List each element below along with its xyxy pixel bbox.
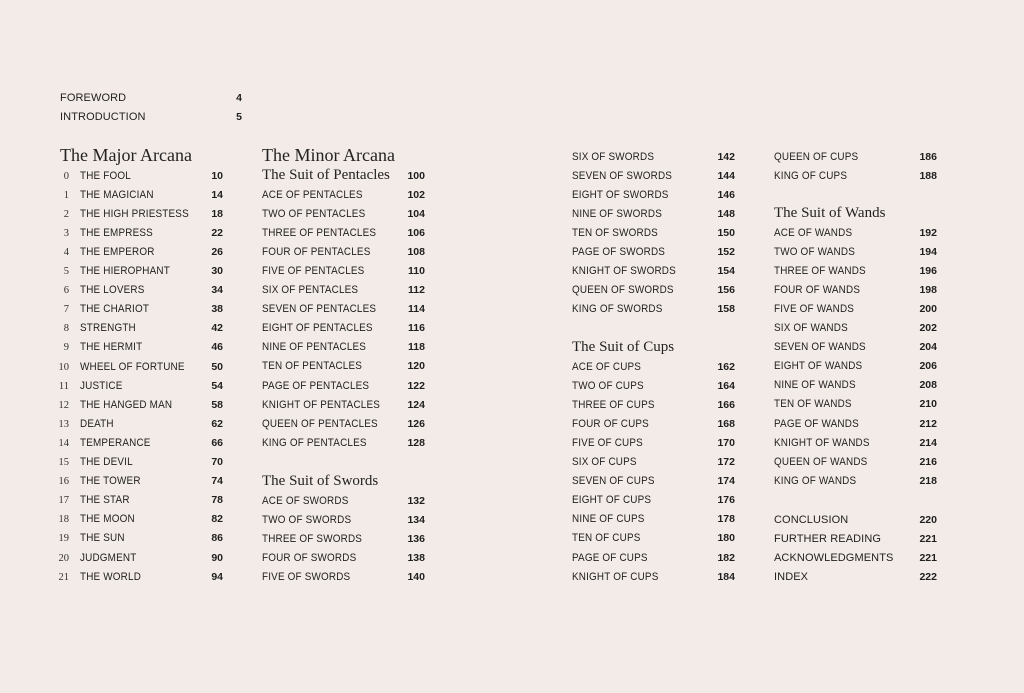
- entry-label: SEVEN OF CUPS: [572, 475, 655, 488]
- entry-number: 10: [58, 361, 69, 373]
- entry-page: 168: [717, 417, 735, 430]
- toc-entry: [572, 377, 735, 396]
- entry-page: 38: [211, 303, 223, 316]
- toc-entry: [572, 243, 735, 262]
- entry-number: 9: [63, 342, 69, 354]
- entry-label: INDEX: [774, 570, 809, 583]
- entry-label: JUDGMENT: [80, 551, 137, 564]
- entry-page: 114: [408, 303, 425, 316]
- entry-page: 140: [407, 570, 425, 583]
- entry-label: THE EMPRESS: [80, 226, 153, 239]
- entry-page: 182: [717, 551, 735, 564]
- entry-page: 104: [407, 207, 425, 220]
- entry-number: 3: [63, 227, 69, 239]
- entry-label: PAGE OF WANDS: [774, 417, 859, 430]
- entry-page: 22: [211, 226, 223, 239]
- entry-label: THE SUN: [80, 532, 125, 545]
- toc-entry: [262, 549, 425, 568]
- toc-entry: [60, 491, 223, 510]
- entry-number: 4: [63, 246, 69, 258]
- toc-entry: [60, 281, 223, 300]
- entry-label: PAGE OF CUPS: [572, 551, 648, 564]
- entry-page: 184: [717, 570, 735, 583]
- entry-label: THE LOVERS: [80, 284, 145, 297]
- entry-page: 10: [211, 169, 223, 182]
- entry-page: 132: [407, 494, 425, 507]
- entry-label: SIX OF SWORDS: [572, 150, 655, 163]
- entry-label: KING OF SWORDS: [572, 303, 663, 316]
- entry-label: TEN OF PENTACLES: [262, 360, 363, 373]
- entry-number: 12: [58, 399, 69, 411]
- toc-entry: [262, 357, 425, 376]
- entry-label: QUEEN OF WANDS: [774, 455, 868, 468]
- entry-page: 30: [211, 265, 223, 277]
- major-arcana-heading: The Major Arcana: [60, 145, 192, 165]
- entry-page: 124: [407, 398, 425, 411]
- entry-page: 192: [919, 226, 937, 239]
- entry-label: THREE OF PENTACLES: [262, 226, 377, 239]
- entry-number: 20: [58, 552, 69, 564]
- entry-page: 144: [717, 169, 735, 182]
- toc-entry: [572, 205, 735, 224]
- entry-label: EIGHT OF SWORDS: [572, 188, 669, 201]
- entry-page: 204: [919, 341, 937, 354]
- entry-page: 78: [211, 494, 223, 507]
- entry-label: DEATH: [80, 417, 114, 430]
- entry-page: 221: [919, 532, 937, 545]
- toc-entry: [60, 108, 242, 127]
- entry-page: 58: [211, 398, 223, 411]
- entry-page: 158: [717, 303, 735, 316]
- entry-label: TEN OF WANDS: [774, 398, 852, 411]
- entry-label: TWO OF SWORDS: [262, 513, 352, 526]
- toc-entry: [572, 529, 735, 548]
- toc-entry: [262, 186, 425, 205]
- entry-label: KNIGHT OF CUPS: [572, 570, 659, 583]
- entry-label: THE DEVIL: [80, 456, 133, 468]
- toc-entry: [262, 262, 425, 281]
- entry-page: 176: [717, 494, 735, 507]
- entry-label: NINE OF SWORDS: [572, 207, 662, 220]
- entry-page: 148: [717, 207, 735, 220]
- entry-number: 2: [63, 208, 69, 220]
- entry-label: ACE OF WANDS: [774, 226, 853, 239]
- entry-label: FURTHER READING: [774, 532, 882, 545]
- entry-number: 7: [63, 304, 69, 316]
- entry-label: NINE OF CUPS: [572, 513, 645, 526]
- entry-page: 128: [407, 436, 425, 449]
- entry-number: 19: [58, 533, 69, 545]
- entry-page: 162: [717, 360, 735, 373]
- entry-label: KING OF PENTACLES: [262, 436, 367, 449]
- entry-label: KNIGHT OF SWORDS: [572, 265, 676, 278]
- entry-page: 170: [717, 436, 735, 449]
- entry-label: THE HERMIT: [80, 341, 143, 354]
- entry-label: THREE OF SWORDS: [262, 532, 363, 545]
- entry-page: 5: [236, 110, 242, 123]
- entry-label: THE MOON: [80, 513, 135, 526]
- toc-entry: [60, 529, 223, 548]
- toc-entry: [60, 396, 223, 415]
- entry-label: TWO OF WANDS: [774, 245, 855, 258]
- entry-label: THREE OF CUPS: [572, 398, 655, 411]
- entry-page: 118: [408, 341, 425, 354]
- toc-entry: [572, 224, 735, 243]
- entry-page: 46: [211, 341, 223, 354]
- entry-page: 208: [919, 379, 937, 392]
- toc-entry: [60, 89, 242, 108]
- toc-entry: [262, 243, 425, 262]
- toc-entry: [262, 281, 425, 300]
- toc-entry: [60, 510, 223, 529]
- entry-page: 206: [919, 360, 937, 373]
- entry-label: THE TOWER: [80, 475, 141, 488]
- toc-entry: [262, 224, 425, 243]
- entry-label: ACE OF PENTACLES: [262, 188, 363, 201]
- toc-entry: [572, 262, 735, 281]
- toc-entry: [774, 376, 937, 395]
- entry-page: 110: [408, 264, 425, 277]
- toc-entry: [262, 396, 425, 415]
- entry-page: 34: [211, 284, 223, 297]
- entry-number: 0: [63, 170, 69, 182]
- entry-page: 82: [211, 513, 223, 526]
- toc-entry: [262, 434, 425, 453]
- entry-label: QUEEN OF PENTACLES: [262, 417, 378, 430]
- toc-entry: [572, 472, 735, 491]
- entry-page: 90: [211, 551, 223, 564]
- entry-label: THE HIEROPHANT: [80, 265, 170, 277]
- toc-entry: [774, 395, 937, 414]
- toc-entry: [60, 434, 223, 453]
- toc-entry: [60, 205, 223, 224]
- entry-number: 13: [58, 418, 69, 430]
- entry-label: SEVEN OF WANDS: [774, 341, 866, 354]
- toc-entry: [262, 300, 425, 319]
- entry-label: JUSTICE: [80, 379, 123, 392]
- entry-page: 136: [407, 532, 425, 545]
- toc-entry: [60, 224, 223, 243]
- toc-entry: [60, 415, 223, 434]
- entry-label: KNIGHT OF WANDS: [774, 436, 870, 449]
- suit-of-swords-heading: The Suit of Swords: [262, 472, 379, 489]
- entry-label: FIVE OF PENTACLES: [262, 264, 365, 277]
- entry-label: ACKNOWLEDGMENTS: [774, 551, 894, 564]
- entry-label: QUEEN OF CUPS: [774, 150, 859, 163]
- entry-page: 212: [919, 417, 937, 430]
- toc-entry: [572, 396, 735, 415]
- entry-label: EIGHT OF PENTACLES: [262, 322, 373, 335]
- toc-entry: [60, 167, 223, 186]
- entry-label: TEN OF SWORDS: [572, 226, 658, 239]
- entry-label: EIGHT OF WANDS: [774, 360, 863, 373]
- entry-label: NINE OF PENTACLES: [262, 341, 367, 354]
- entry-page: 106: [407, 226, 425, 239]
- entry-page: 26: [211, 245, 223, 258]
- toc-entry: [60, 186, 223, 205]
- toc-entry: [60, 338, 223, 357]
- entry-label: SEVEN OF SWORDS: [572, 169, 673, 182]
- entry-label: FIVE OF WANDS: [774, 302, 855, 315]
- entry-page: 54: [211, 379, 223, 392]
- entry-label: THE MAGICIAN: [80, 188, 154, 201]
- entry-label: SEVEN OF PENTACLES: [262, 303, 377, 316]
- entry-label: TEMPERANCE: [80, 436, 151, 449]
- entry-label: FOUR OF WANDS: [774, 283, 861, 296]
- entry-label: PAGE OF PENTACLES: [262, 379, 370, 392]
- entry-page: 150: [717, 226, 735, 239]
- toc-entry: [774, 415, 937, 434]
- entry-page: 112: [408, 284, 425, 296]
- entry-label: KNIGHT OF PENTACLES: [262, 398, 381, 411]
- entry-number: 17: [58, 495, 69, 507]
- entry-label: WHEEL OF FORTUNE: [80, 360, 185, 373]
- entry-label: CONCLUSION: [774, 513, 849, 526]
- toc-entry: [774, 568, 937, 587]
- entry-page: 221: [919, 551, 937, 564]
- toc-entry: [572, 186, 735, 205]
- entry-page: 172: [717, 456, 735, 468]
- entry-page: 122: [407, 379, 425, 392]
- entry-page: 216: [919, 455, 937, 468]
- entry-page: 210: [919, 398, 937, 411]
- toc-entry: [262, 377, 425, 396]
- entry-label: STRENGTH: [80, 322, 136, 335]
- entry-label: QUEEN OF SWORDS: [572, 284, 674, 297]
- toc-entry: [572, 549, 735, 568]
- toc-entry: [774, 224, 937, 243]
- entry-page: 164: [717, 379, 735, 392]
- toc-entry: [572, 434, 735, 453]
- entry-label: THE EMPEROR: [80, 245, 155, 258]
- entry-number: 18: [58, 514, 69, 526]
- entry-label: ACE OF SWORDS: [262, 494, 349, 507]
- toc-entry: [60, 358, 223, 377]
- entry-page: 214: [919, 436, 937, 449]
- entry-page: 222: [919, 570, 937, 583]
- entry-page: 138: [407, 551, 425, 564]
- toc-entry: [262, 511, 425, 530]
- toc-entry: [774, 167, 937, 186]
- entry-label: FOREWORD: [60, 91, 127, 104]
- entry-page: 120: [407, 360, 425, 373]
- toc-entry: [60, 319, 223, 338]
- toc-entry: [60, 472, 223, 491]
- toc-entry: [572, 510, 735, 529]
- entry-label: THE HANGED MAN: [80, 398, 173, 411]
- entry-page: 50: [211, 360, 223, 373]
- entry-page: 198: [919, 283, 937, 296]
- toc-entry: [572, 300, 735, 319]
- entry-page: 218: [919, 474, 937, 487]
- entry-page: 134: [407, 513, 425, 526]
- entry-number: 11: [58, 380, 69, 392]
- entry-label: FIVE OF CUPS: [572, 436, 643, 449]
- toc-entry: [262, 415, 425, 434]
- toc-entry: [60, 549, 223, 568]
- entry-page: 146: [717, 188, 735, 201]
- toc-entry: [774, 338, 937, 357]
- entry-page: 100: [407, 169, 425, 182]
- entry-label: NINE OF WANDS: [774, 379, 856, 392]
- toc-entry: [572, 491, 735, 510]
- entry-page: 200: [919, 302, 937, 315]
- toc-entry: [774, 281, 937, 300]
- toc-entry: [262, 530, 425, 549]
- entry-label: INTRODUCTION: [60, 110, 146, 123]
- entry-page: 142: [717, 150, 735, 163]
- entry-label: SIX OF WANDS: [774, 322, 848, 334]
- toc-entry: [572, 358, 735, 377]
- toc-entry: [60, 377, 223, 396]
- toc-entry: [262, 492, 425, 511]
- entry-label: SIX OF CUPS: [572, 456, 637, 468]
- toc-entry: [774, 549, 937, 568]
- toc-entry: [262, 338, 425, 357]
- toc-entry: [774, 357, 937, 376]
- toc-entry: [60, 262, 223, 281]
- entry-page: 180: [717, 532, 735, 545]
- entry-label: THE FOOL: [80, 169, 131, 182]
- suit-of-cups-heading: The Suit of Cups: [572, 338, 675, 355]
- entry-page: 94: [211, 570, 223, 583]
- entry-label: THE WORLD: [80, 570, 142, 583]
- toc-entry: [774, 243, 937, 262]
- entry-number: 21: [58, 571, 69, 583]
- entry-page: 194: [919, 245, 937, 258]
- entry-page: 86: [211, 532, 223, 545]
- toc-entry: [262, 568, 425, 587]
- entry-page: 152: [717, 246, 735, 258]
- entry-label: FIVE OF SWORDS: [262, 570, 351, 583]
- entry-page: 220: [919, 513, 937, 526]
- entry-label: FOUR OF PENTACLES: [262, 245, 371, 258]
- entry-label: THE STAR: [80, 494, 130, 507]
- entry-number: 15: [58, 457, 69, 468]
- entry-page: 4: [236, 91, 242, 104]
- toc-entry: [60, 243, 223, 262]
- entry-page: 188: [919, 169, 937, 182]
- toc-entry: [262, 205, 425, 224]
- toc-entry: [572, 167, 735, 186]
- entry-page: 202: [919, 322, 937, 334]
- entry-number: 8: [63, 323, 69, 335]
- toc-entry: [60, 453, 223, 472]
- toc-entry: [774, 434, 937, 453]
- toc-entry: [774, 148, 937, 167]
- suit-of-wands-heading: The Suit of Wands: [774, 204, 886, 221]
- entry-page: 174: [717, 475, 735, 488]
- entry-number: 5: [63, 266, 69, 277]
- minor-arcana-heading: The Minor Arcana: [262, 145, 395, 165]
- entry-label: THE HIGH PRIESTESS: [80, 207, 189, 220]
- entry-page: 186: [919, 150, 937, 163]
- entry-label: THREE OF WANDS: [774, 264, 866, 277]
- entry-label: TWO OF CUPS: [572, 379, 644, 392]
- entry-page: 166: [717, 398, 735, 411]
- entry-page: 156: [717, 284, 735, 297]
- entry-page: 14: [211, 188, 223, 201]
- entry-number: 16: [58, 476, 69, 488]
- toc-entry: [774, 453, 937, 472]
- suit-heading-row: [262, 167, 425, 186]
- entry-label: THE CHARIOT: [80, 303, 150, 316]
- toc-entry: [572, 148, 735, 167]
- entry-label: FOUR OF SWORDS: [262, 551, 357, 564]
- toc-entry: [572, 415, 735, 434]
- entry-label: KING OF WANDS: [774, 474, 857, 487]
- entry-label: ACE OF CUPS: [572, 360, 642, 373]
- toc-entry: [60, 300, 223, 319]
- entry-label: EIGHT OF CUPS: [572, 494, 652, 507]
- toc-entry: [774, 300, 937, 319]
- entry-label: SIX OF PENTACLES: [262, 284, 359, 296]
- entry-label: PAGE OF SWORDS: [572, 246, 666, 258]
- toc-entry: [262, 319, 425, 338]
- toc-entry: [774, 262, 937, 281]
- entry-page: 102: [407, 188, 425, 201]
- entry-page: 66: [211, 436, 223, 449]
- entry-page: 62: [211, 417, 223, 430]
- entry-number: 1: [63, 189, 69, 201]
- entry-page: 42: [211, 322, 223, 335]
- toc-entry: [774, 530, 937, 549]
- entry-label: TWO OF PENTACLES: [262, 207, 366, 220]
- entry-label: FOUR OF CUPS: [572, 417, 649, 430]
- toc-entry: [572, 453, 735, 472]
- entry-page: 116: [408, 322, 425, 335]
- toc-entry: [774, 472, 937, 491]
- entry-page: 178: [717, 513, 735, 526]
- entry-number: 6: [63, 285, 69, 297]
- entry-label: TEN OF CUPS: [572, 532, 641, 545]
- toc-entry: [572, 281, 735, 300]
- suit-of-pentacles-heading: The Suit of Pentacles: [262, 166, 390, 183]
- entry-page: 18: [211, 207, 223, 220]
- entry-page: 70: [211, 456, 223, 468]
- toc-entry: [60, 568, 223, 587]
- entry-number: 14: [58, 437, 69, 449]
- entry-page: 74: [211, 475, 223, 488]
- entry-page: 196: [919, 264, 937, 277]
- toc-entry: [572, 568, 735, 587]
- entry-page: 126: [407, 417, 425, 430]
- entry-label: KING OF CUPS: [774, 169, 848, 182]
- entry-page: 154: [717, 265, 735, 278]
- toc-entry: [774, 319, 937, 338]
- toc-entry: [774, 511, 937, 530]
- entry-page: 108: [407, 245, 425, 258]
